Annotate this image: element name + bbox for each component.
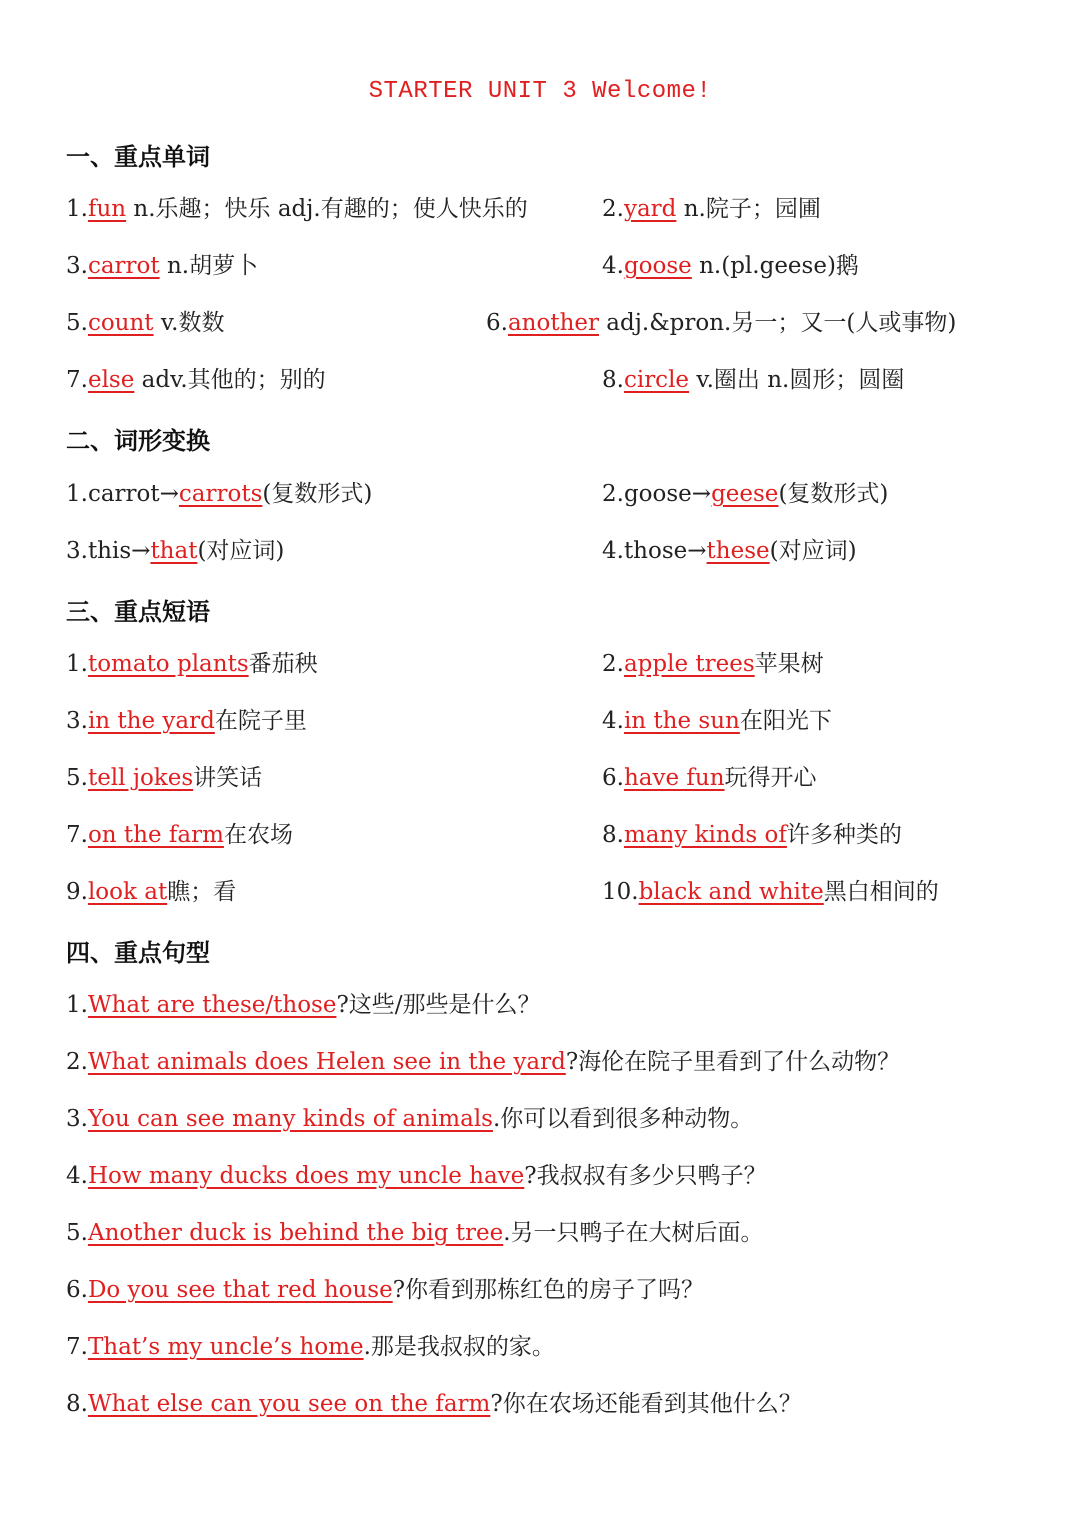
sentence-item [66,1389,802,1419]
definition-text: adv.其他的；别的 [134,367,326,393]
form-prefix: 3.this→ [66,538,151,564]
word-item [66,365,326,395]
translation-text: .你可以看到很多种动物。 [492,1106,754,1132]
section-heading-forms: 二、词形变换 [66,427,210,455]
phrase-item [602,649,824,679]
meaning-text: 在阳光下 [739,708,832,734]
translation-text: ?你看到那栋红色的房子了吗？ [392,1277,705,1303]
answer-text: these [706,538,770,564]
sentence-item [66,1161,767,1191]
form-item [66,479,372,509]
translation-text: .那是我叔叔的家。 [363,1334,555,1360]
item-number: 3. [66,253,88,279]
answer-text: What else can you see on the farm [87,1391,491,1417]
word-item [602,365,904,395]
item-number: 2. [66,1049,88,1075]
answer-text: black and white [638,879,824,905]
answer-text: many kinds of [623,822,787,848]
translation-text: ?海伦在院子里看到了什么动物？ [565,1049,901,1075]
meaning-text: 讲笑话 [193,765,263,791]
item-number: 4. [602,253,624,279]
definition-text: adj.&pron.另一；又一(人或事物) [599,310,957,336]
form-note: (对应词) [197,538,285,564]
answer-text: geese [711,481,779,507]
answer-text: carrot [87,253,160,279]
item-number: 6. [486,310,508,336]
item-number: 7. [66,1334,88,1360]
definition-text: v.圈出 n.圆形；圆圈 [689,367,905,393]
sentence-item [66,1275,704,1305]
item-number: 1. [66,196,88,222]
meaning-text: 番茄秧 [248,651,318,677]
definition-text: n.乐趣；快乐 adj.有趣的；使人快乐的 [126,196,528,222]
answer-text: have fun [623,765,725,791]
phrase-item [602,706,832,736]
form-item [602,479,888,509]
form-prefix: 2.goose→ [602,481,712,507]
translation-text: ?我叔叔有多少只鸭子？ [524,1163,767,1189]
form-note: (对应词) [769,538,857,564]
item-number: 10. [602,879,639,905]
answer-text: What are these/those [87,992,337,1018]
sentence-item [66,1047,900,1077]
form-note: (复数形式) [778,481,889,507]
item-number: 7. [66,367,88,393]
item-number: 3. [66,708,88,734]
form-item [66,536,284,566]
definition-text: n.院子；园圃 [676,196,821,222]
item-number: 8. [602,367,624,393]
word-item [486,308,956,338]
meaning-text: 瞧；看 [167,879,237,905]
item-number: 5. [66,765,88,791]
item-number: 8. [66,1391,88,1417]
word-item [602,251,859,281]
form-prefix: 1.carrot→ [66,481,179,507]
section-heading-sentences: 四、重点句型 [66,939,210,967]
sentence-item [66,1218,764,1248]
item-number: 2. [602,651,624,677]
answer-text: You can see many kinds of animals [87,1106,493,1132]
phrase-item [66,877,236,907]
definition-text: n.(pl.geese)鹅 [691,253,859,279]
answer-text: carrots [178,481,263,507]
meaning-text: 在院子里 [214,708,307,734]
answer-text: else [87,367,135,393]
form-note: (复数形式) [262,481,373,507]
sentence-item [66,1104,753,1134]
answer-text: that [150,538,198,564]
item-number: 1. [66,651,88,677]
translation-text: .另一只鸭子在大树后面。 [503,1220,764,1246]
item-number: 4. [602,708,624,734]
item-number: 1. [66,992,88,1018]
word-item [66,194,528,224]
item-number: 5. [66,1220,88,1246]
answer-text: goose [623,253,692,279]
phrase-item [602,820,902,850]
phrase-item [602,877,939,907]
sentence-item [66,990,541,1020]
meaning-text: 苹果树 [754,651,824,677]
item-number: 7. [66,822,88,848]
phrase-item [66,763,262,793]
answer-text: circle [623,367,690,393]
word-item [602,194,821,224]
answer-text: in the yard [87,708,215,734]
answer-text: another [507,310,599,336]
page-title: STARTER UNIT 3 Welcome! [368,78,712,105]
phrase-item [66,649,318,679]
item-number: 4. [66,1163,88,1189]
section-heading-words: 一、重点单词 [66,143,210,171]
answer-text: Do you see that red house [87,1277,393,1303]
definition-text: v.数数 [153,310,225,336]
sentence-item [66,1332,555,1362]
meaning-text: 在农场 [223,822,293,848]
definition-text: n.胡萝卜 [159,253,259,279]
meaning-text: 玩得开心 [724,765,817,791]
answer-text: fun [87,196,127,222]
answer-text: tomato plants [87,651,249,677]
item-number: 8. [602,822,624,848]
meaning-text: 黑白相间的 [823,879,939,905]
item-number: 2. [602,196,624,222]
word-item [66,251,258,281]
item-number: 3. [66,1106,88,1132]
answer-text: Another duck is behind the big tree [87,1220,504,1246]
answer-text: tell jokes [87,765,194,791]
phrase-item [602,763,817,793]
section-heading-phrases: 三、重点短语 [66,598,210,626]
form-prefix: 4.those→ [602,538,707,564]
answer-text: look at [87,879,168,905]
answer-text: on the farm [87,822,224,848]
word-item [66,308,224,338]
item-number: 5. [66,310,88,336]
item-number: 6. [66,1277,88,1303]
answer-text: in the sun [623,708,740,734]
item-number: 6. [602,765,624,791]
phrase-item [66,820,293,850]
item-number: 9. [66,879,88,905]
form-item [602,536,857,566]
answer-text: yard [623,196,677,222]
answer-text: What animals does Helen see in the yard [87,1049,566,1075]
answer-text: apple trees [623,651,755,677]
translation-text: ?你在农场还能看到其他什么？ [490,1391,802,1417]
translation-text: ?这些/那些是什么？ [336,992,541,1018]
answer-text: That’s my uncle’s home [87,1334,364,1360]
answer-text: How many ducks does my uncle have [87,1163,525,1189]
meaning-text: 许多种类的 [786,822,902,848]
phrase-item [66,706,307,736]
answer-text: count [87,310,154,336]
